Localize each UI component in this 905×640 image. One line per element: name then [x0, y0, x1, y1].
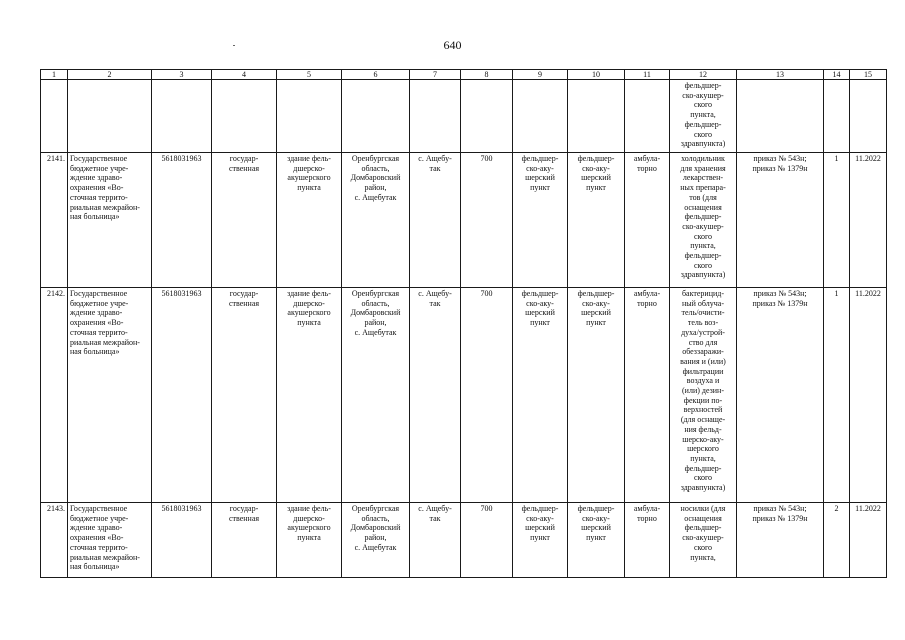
column-number: 15 [850, 70, 887, 80]
cell-order: приказ № 543н; приказ № 1379н [737, 503, 824, 578]
column-number: 9 [513, 70, 568, 80]
cell-quantity: 1 [824, 153, 850, 288]
cell-inn: 5618031963 [152, 503, 212, 578]
column-number: 8 [461, 70, 513, 80]
cell-date: 11.2022 [850, 153, 887, 288]
cell-care-mode: амбула- торно [625, 503, 670, 578]
cell-address: Оренбургская область, Домбаровский район, с. Ащебутак [342, 503, 410, 578]
cell-equipment: бактерицид- ный облуча- тель/очисти- тель воз- духа/устрой- ство для обеззаражи- вания и (или) фильтрации воздуха и (или) дезин- фекции по- верхностей (для оснаще- ния фельд- шерско-аку- шерского пункта, фельдшер- ского здравпункта) [670, 288, 737, 503]
column-number: 5 [277, 70, 342, 80]
cell-empty [850, 80, 887, 153]
cell-unit-name: фельдшер- ско-аку- шерский пункт [568, 288, 625, 503]
cell-building: здание фель- дшерско- акушерского пункта [277, 288, 342, 503]
cell-empty [68, 80, 152, 153]
cell-empty [513, 80, 568, 153]
continuation-row [41, 80, 887, 153]
cell-index: 2142. [41, 288, 68, 503]
cell-index: 2141. [41, 153, 68, 288]
column-number: 14 [824, 70, 850, 80]
cell-settlement: с. Ащебу- так [410, 503, 461, 578]
table-row [41, 503, 887, 578]
cell-inn: 5618031963 [152, 153, 212, 288]
table-row [41, 288, 887, 503]
cell-ownership: государ- ственная [212, 503, 277, 578]
column-number: 4 [212, 70, 277, 80]
cell-address: Оренбургская область, Домбаровский район, с. Ащебутак [342, 288, 410, 503]
cell-quantity: 2 [824, 503, 850, 578]
cell-population: 700 [461, 288, 513, 503]
cell-care-mode: амбула- торно [625, 288, 670, 503]
cell-order: приказ № 543н; приказ № 1379н [737, 153, 824, 288]
register-table [40, 69, 887, 578]
column-number: 12 [670, 70, 737, 80]
cell-date: 11.2022 [850, 288, 887, 503]
cell-population: 700 [461, 153, 513, 288]
table-row [41, 153, 887, 288]
scan-speck [233, 45, 235, 46]
cell-empty [41, 80, 68, 153]
cell-unit-name: фельдшер- ско-аку- шерский пункт [568, 153, 625, 288]
cell-building: здание фель- дшерско- акушерского пункта [277, 153, 342, 288]
page-number: 640 [443, 38, 462, 52]
cell-empty [342, 80, 410, 153]
column-number: 1 [41, 70, 68, 80]
cell-order: приказ № 543н; приказ № 1379н [737, 288, 824, 503]
cell-empty [212, 80, 277, 153]
cell-unit-type: фельдшер- ско-аку- шерский пункт [513, 503, 568, 578]
cell-settlement: с. Ащебу- так [410, 288, 461, 503]
column-number: 3 [152, 70, 212, 80]
cell-equipment: холодильник для хранения лекарствен- ных препара- тов (для оснащения фельдшер- ско-акушер- ского пункта, фельдшер- ского здравпункта) [670, 153, 737, 288]
cell-building: здание фель- дшерско- акушерского пункта [277, 503, 342, 578]
cell-date: 11.2022 [850, 503, 887, 578]
cell-care-mode: амбула- торно [625, 153, 670, 288]
cell-unit-type: фельдшер- ско-аку- шерский пункт [513, 288, 568, 503]
cell-quantity: 1 [824, 288, 850, 503]
cell-empty [824, 80, 850, 153]
cell-institution: Государственное бюджетное учре- ждение здраво- охранения «Во- сточная террито- риальная межрайон- ная больница» [68, 288, 152, 503]
cell-empty [152, 80, 212, 153]
column-number: 10 [568, 70, 625, 80]
cell-unit-name: фельдшер- ско-аку- шерский пункт [568, 503, 625, 578]
cell-empty [625, 80, 670, 153]
cell-empty [277, 80, 342, 153]
cell-empty [410, 80, 461, 153]
cell-ownership: государ- ственная [212, 153, 277, 288]
cell-equipment: фельдшер- ско-акушер- ского пункта, фельдшер- ского здравпункта) [670, 80, 737, 153]
cell-index: 2143. [41, 503, 68, 578]
cell-empty [461, 80, 513, 153]
cell-institution: Государственное бюджетное учре- ждение здраво- охранения «Во- сточная террито- риальная межрайон- ная больница» [68, 503, 152, 578]
column-number: 13 [737, 70, 824, 80]
cell-unit-type: фельдшер- ско-аку- шерский пункт [513, 153, 568, 288]
cell-inn: 5618031963 [152, 288, 212, 503]
cell-ownership: государ- ственная [212, 288, 277, 503]
cell-empty [737, 80, 824, 153]
column-number: 2 [68, 70, 152, 80]
cell-address: Оренбургская область, Домбаровский район, с. Ащебутак [342, 153, 410, 288]
cell-institution: Государственное бюджетное учре- ждение здраво- охранения «Во- сточная террито- риальная межрайон- ная больница» [68, 153, 152, 288]
cell-empty [568, 80, 625, 153]
column-number: 6 [342, 70, 410, 80]
cell-equipment: носилки (для оснащения фельдшер- ско-акушер- ского пункта, [670, 503, 737, 578]
cell-population: 700 [461, 503, 513, 578]
column-number: 7 [410, 70, 461, 80]
column-number-row [41, 70, 887, 80]
column-number: 11 [625, 70, 670, 80]
cell-settlement: с. Ащебу- так [410, 153, 461, 288]
